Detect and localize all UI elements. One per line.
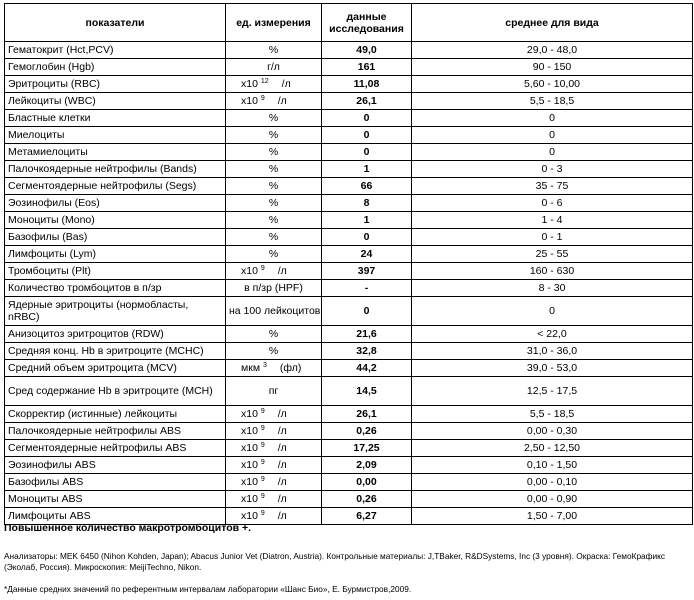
table-header-row <box>5 4 693 42</box>
param-cell: Эозинофилы ABS <box>5 457 226 474</box>
unit-tail: /л <box>277 476 287 488</box>
avg-cell: 25 - 55 <box>412 246 693 263</box>
table-row <box>5 42 693 59</box>
unit-cell: % <box>226 42 322 59</box>
value-cell: 26,1 <box>322 93 412 110</box>
avg-cell: 0,10 - 1,50 <box>412 457 693 474</box>
unit-exponent: 9 <box>260 408 265 415</box>
value-cell: 32,8 <box>322 343 412 360</box>
unit-cell: % <box>226 110 322 127</box>
table-row <box>5 343 693 360</box>
table-row <box>5 491 693 508</box>
avg-cell: 0,00 - 0,90 <box>412 491 693 508</box>
value-cell: 0 <box>322 229 412 246</box>
avg-cell: 5,60 - 10,00 <box>412 76 693 93</box>
unit-base: x10 <box>241 510 258 522</box>
value-cell: 14,5 <box>322 377 412 406</box>
avg-cell: 1,50 - 7,00 <box>412 508 693 525</box>
avg-cell: 0 - 3 <box>412 161 693 178</box>
avg-cell: < 22,0 <box>412 326 693 343</box>
value-cell: 0,26 <box>322 423 412 440</box>
param-cell: Метамиелоциты <box>5 144 226 161</box>
unit-cell: % <box>226 161 322 178</box>
param-cell: Моноциты ABS <box>5 491 226 508</box>
unit-base: x10 <box>241 442 258 454</box>
unit-base: x10 <box>241 408 258 420</box>
value-cell: 1 <box>322 212 412 229</box>
unit-tail: /л <box>277 459 287 471</box>
unit-cell <box>226 474 322 491</box>
unit-base: мкм <box>241 362 261 374</box>
avg-cell: 12,5 - 17,5 <box>412 377 693 406</box>
note-text: Повышенное количество макротромбоцитов +. <box>4 522 252 534</box>
avg-cell: 90 - 150 <box>412 59 693 76</box>
param-cell: Палочкоядерные нейтрофилы ABS <box>5 423 226 440</box>
unit-cell <box>226 440 322 457</box>
unit-cell: % <box>226 343 322 360</box>
value-cell: 24 <box>322 246 412 263</box>
value-cell: 44,2 <box>322 360 412 377</box>
unit-tail: /л <box>281 78 291 90</box>
avg-cell: 5,5 - 18,5 <box>412 406 693 423</box>
table-row <box>5 474 693 491</box>
param-cell: Лимфоциты ABS <box>5 508 226 525</box>
value-cell: 17,25 <box>322 440 412 457</box>
param-cell: Эозинофилы (Eos) <box>5 195 226 212</box>
param-cell: Миелоциты <box>5 127 226 144</box>
footnote-text: *Данные средних значений по референтным интервалам лаборатории «Шанс Био», Е. Бурмистров,2009. <box>4 584 412 594</box>
value-cell: 0,00 <box>322 474 412 491</box>
param-cell: Средняя конц. Hb в эритроците (MCHC) <box>5 343 226 360</box>
unit-cell <box>226 423 322 440</box>
table-row <box>5 76 693 93</box>
unit-cell: % <box>226 326 322 343</box>
header-avg: среднее для вида <box>412 4 693 42</box>
table-row <box>5 326 693 343</box>
unit-tail: /л <box>277 408 287 420</box>
unit-cell <box>226 457 322 474</box>
param-cell: Лейкоциты (WBC) <box>5 93 226 110</box>
unit-exponent: 9 <box>260 425 265 432</box>
value-cell: 1 <box>322 161 412 178</box>
param-cell: Палочкоядерные нейтрофилы (Bands) <box>5 161 226 178</box>
unit-cell: % <box>226 127 322 144</box>
table-body <box>5 42 693 525</box>
param-cell: Базофилы (Bas) <box>5 229 226 246</box>
avg-cell: 0 - 6 <box>412 195 693 212</box>
unit-cell: пг <box>226 377 322 406</box>
value-cell: 49,0 <box>322 42 412 59</box>
param-cell: Гематокрит (Hct,PCV) <box>5 42 226 59</box>
table-row <box>5 161 693 178</box>
param-cell: Эритроциты (RBC) <box>5 76 226 93</box>
table-row <box>5 280 693 297</box>
value-cell: 8 <box>322 195 412 212</box>
param-cell: Скорректир (истинные) лейкоциты <box>5 406 226 423</box>
avg-cell: 29,0 - 48,0 <box>412 42 693 59</box>
param-cell: Тромбоциты (Plt) <box>5 263 226 280</box>
unit-cell: г/л <box>226 59 322 76</box>
table-row <box>5 229 693 246</box>
table-row <box>5 195 693 212</box>
unit-tail: /л <box>277 265 287 277</box>
table-row <box>5 440 693 457</box>
unit-cell <box>226 491 322 508</box>
avg-cell: 2,50 - 12,50 <box>412 440 693 457</box>
unit-tail: /л <box>277 425 287 437</box>
table-row <box>5 423 693 440</box>
table-row <box>5 212 693 229</box>
unit-exponent: 9 <box>260 442 265 449</box>
value-cell: 26,1 <box>322 406 412 423</box>
avg-cell: 35 - 75 <box>412 178 693 195</box>
unit-cell: % <box>226 246 322 263</box>
value-cell: 0,26 <box>322 491 412 508</box>
param-cell: Лимфоциты (Lym) <box>5 246 226 263</box>
table-row <box>5 127 693 144</box>
param-cell: Бластные клетки <box>5 110 226 127</box>
table-row <box>5 93 693 110</box>
value-cell: 11,08 <box>322 76 412 93</box>
avg-cell: 0 <box>412 144 693 161</box>
unit-exponent: 12 <box>260 78 269 85</box>
table-row <box>5 59 693 76</box>
unit-cell: % <box>226 144 322 161</box>
unit-exponent: 3 <box>262 362 267 369</box>
avg-cell: 8 - 30 <box>412 280 693 297</box>
avg-cell: 0,00 - 0,10 <box>412 474 693 491</box>
unit-cell: в п/зр (HPF) <box>226 280 322 297</box>
unit-tail: /л <box>277 95 287 107</box>
header-value: данные исследования <box>322 4 412 42</box>
unit-base: x10 <box>241 265 258 277</box>
unit-exponent: 9 <box>260 265 265 272</box>
table-row <box>5 110 693 127</box>
param-cell: Анизоцитоз эритроцитов (RDW) <box>5 326 226 343</box>
value-cell: - <box>322 280 412 297</box>
unit-cell: % <box>226 195 322 212</box>
unit-tail: /л <box>277 442 287 454</box>
param-cell: Гемоглобин (Hgb) <box>5 59 226 76</box>
unit-cell <box>226 93 322 110</box>
value-cell: 6,27 <box>322 508 412 525</box>
value-cell: 0 <box>322 144 412 161</box>
param-cell: Ядерные эритроциты (нормобласты, nRBC) <box>5 297 226 326</box>
unit-cell <box>226 76 322 93</box>
avg-cell: 0 <box>412 110 693 127</box>
value-cell: 21,6 <box>322 326 412 343</box>
param-cell: Базофилы ABS <box>5 474 226 491</box>
avg-cell: 1 - 4 <box>412 212 693 229</box>
table-row <box>5 144 693 161</box>
table-row <box>5 178 693 195</box>
unit-exponent: 9 <box>260 476 265 483</box>
unit-tail: /л <box>277 493 287 505</box>
avg-cell: 0 <box>412 127 693 144</box>
value-cell: 397 <box>322 263 412 280</box>
param-cell: Сегментоядерные нейтрофилы ABS <box>5 440 226 457</box>
unit-base: x10 <box>241 95 258 107</box>
unit-base: x10 <box>241 493 258 505</box>
unit-base: x10 <box>241 78 258 90</box>
unit-tail: /л <box>277 510 287 522</box>
param-cell: Сегментоядерные нейтрофилы (Segs) <box>5 178 226 195</box>
unit-base: x10 <box>241 425 258 437</box>
unit-cell <box>226 360 322 377</box>
avg-cell: 39,0 - 53,0 <box>412 360 693 377</box>
avg-cell: 0,00 - 0,30 <box>412 423 693 440</box>
unit-base: x10 <box>241 459 258 471</box>
header-param: показатели <box>5 4 226 42</box>
avg-cell: 31,0 - 36,0 <box>412 343 693 360</box>
blood-test-table <box>4 3 693 525</box>
unit-cell <box>226 263 322 280</box>
param-cell: Сред содержание Hb в эритроците (MCH) <box>5 377 226 406</box>
unit-cell: % <box>226 229 322 246</box>
unit-cell: % <box>226 212 322 229</box>
analyzers-text: Анализаторы: MEK 6450 (Nihon Kohden, Japan); Abacus Junior Vet (Diatron, Austria). Контрольные материалы: J,TBaker, R&DSystems, Inc (3 уровня). Окраска: ГемоКрафикс (Эколаб, Россия). Микроскопия: MeijiTechno, Nikon. <box>4 551 666 572</box>
value-cell: 0 <box>322 110 412 127</box>
header-unit: ед. измерения <box>226 4 322 42</box>
param-cell: Моноциты (Mono) <box>5 212 226 229</box>
value-cell: 0 <box>322 127 412 144</box>
value-cell: 0 <box>322 297 412 326</box>
avg-cell: 0 - 1 <box>412 229 693 246</box>
unit-exponent: 9 <box>260 493 265 500</box>
table-row <box>5 377 693 406</box>
unit-tail: (фл) <box>279 362 302 374</box>
param-cell: Количество тромбоцитов в п/зр <box>5 280 226 297</box>
table-row <box>5 246 693 263</box>
value-cell: 2,09 <box>322 457 412 474</box>
unit-cell: на 100 лейкоцитов <box>226 297 322 326</box>
avg-cell: 160 - 630 <box>412 263 693 280</box>
unit-base: x10 <box>241 476 258 488</box>
avg-cell: 0 <box>412 297 693 326</box>
value-cell: 66 <box>322 178 412 195</box>
table-row <box>5 406 693 423</box>
unit-exponent: 9 <box>260 510 265 517</box>
avg-cell: 5,5 - 18,5 <box>412 93 693 110</box>
table-row <box>5 360 693 377</box>
unit-cell: % <box>226 178 322 195</box>
param-cell: Средний объем эритроцита (MCV) <box>5 360 226 377</box>
table-row <box>5 263 693 280</box>
unit-exponent: 9 <box>260 95 265 102</box>
table-row <box>5 297 693 326</box>
value-cell: 161 <box>322 59 412 76</box>
unit-cell <box>226 406 322 423</box>
unit-exponent: 9 <box>260 459 265 466</box>
table-row <box>5 457 693 474</box>
